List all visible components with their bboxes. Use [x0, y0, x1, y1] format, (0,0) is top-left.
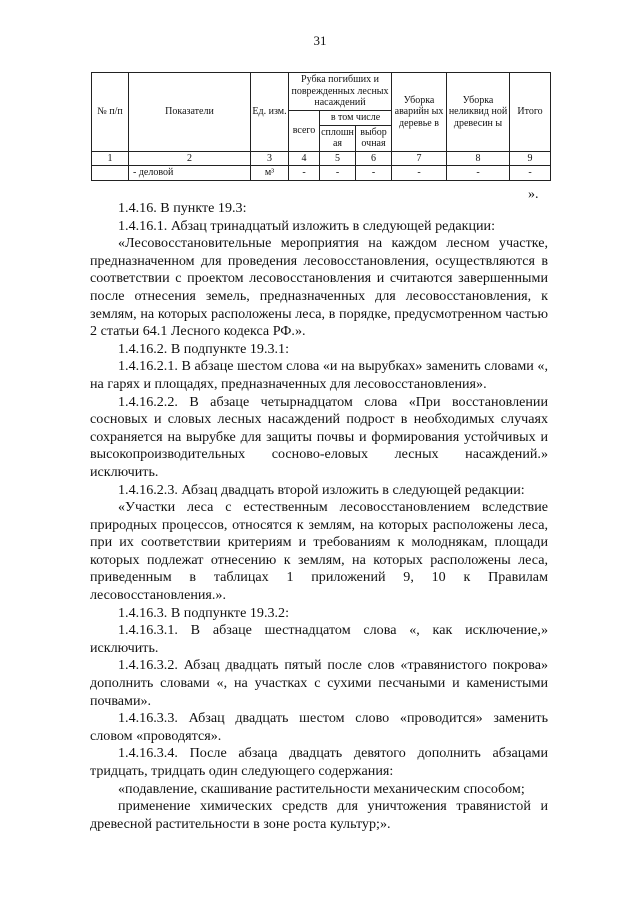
paragraph: 1.4.16.2. В подпункте 19.3.1:: [118, 340, 290, 357]
col-number: 9: [510, 151, 551, 166]
table-cell: м³: [251, 166, 289, 181]
table-cell: -: [392, 166, 447, 181]
header-total: Итого: [510, 73, 551, 152]
document-body: [90, 200, 548, 833]
paragraph: 1.4.16.3.2. Абзац двадцать пятый после слов «травянистого покрова» дополнить словами «, на участках с сухими песчаными и каменистыми почвами».: [90, 657, 548, 709]
header-clear-cut: сплошн ая: [321, 126, 354, 149]
paragraph: 1.4.16. В пункте 19.3:: [118, 200, 247, 216]
quote-closing-mark: ».: [528, 187, 539, 202]
col-number: 6: [356, 151, 392, 166]
table-cell: -: [289, 166, 320, 181]
table-row: [92, 166, 551, 181]
indicators-table: [91, 72, 551, 181]
col-number: 5: [320, 151, 356, 166]
paragraph: 1.4.16.3.1. В абзаце шестнадцатом слова «, как исключение,» исключить.: [90, 622, 548, 656]
paragraph: 1.4.16.2.2. В абзаце четырнадцатом слова «При восстановлении сосновых и словых лесных насаждений подрост в необходимых случаях сохраняется на вырубке для защиты почвы и формирования устойчивых и высокопроизводительных сосново-еловых лесных насаждений.» исключить.: [90, 393, 548, 480]
col-number: 3: [251, 151, 289, 166]
table-cell: -: [510, 166, 551, 181]
page-number: 31: [313, 33, 327, 48]
header-illiquid: Уборка неликвид ной древесин ы: [447, 73, 510, 152]
table-cell: - деловой: [129, 166, 251, 181]
paragraph: 1.4.16.3.4. После абзаца двадцать девятого дополнить абзацами тридцать, тридцать один следующего содержания:: [90, 745, 548, 779]
paragraph: «Участки леса с естественным лесовосстановлением вследствие природных процессов, относятся к землям, на которых расположены леса, при их соответствии критериям и требованиям к молоднякам, площади которых подлежат отнесению к землям, на которых расположены леса, приведенным в таблицах 1 приложений 9, 10 к Правилам лесовосстановления.».: [90, 499, 548, 604]
paragraph: «подавление, скашивание растительности механическим способом;: [118, 780, 525, 797]
numbering-row: [92, 151, 551, 166]
paragraph: «Лесовосстановительные мероприятия на каждом лесном участке, предназначенном для проведения лесовосстановления, осуществляются в соответствии с проектом лесовосстановления и считаются завершенными после отнесения земель, предназначенных для лесовосстановления, к землям, на которых расположены леса, в порядке, предусмотренном частью 2 статьи 64.1 Лесного кодекса РФ.».: [90, 235, 548, 340]
table-cell: -: [356, 166, 392, 181]
header-indicator: Показатели: [129, 73, 251, 152]
header-selective: выбор очная: [356, 125, 392, 151]
col-number: 8: [447, 151, 510, 166]
header-all: всего: [289, 111, 320, 152]
paragraph: 1.4.16.3. В подпункте 19.3.2:: [118, 604, 290, 621]
paragraph: 1.4.16.2.3. Абзац двадцать второй изложить в следующей редакции:: [118, 481, 525, 498]
header-including: в том числе: [320, 111, 392, 126]
header-num: № п/п: [92, 73, 129, 152]
header-windfall: Уборка аварийн ых деревье в: [392, 73, 447, 152]
col-number: 1: [92, 151, 129, 166]
paragraph: 1.4.16.1. Абзац тринадцатый изложить в следующей редакции:: [118, 217, 496, 234]
paragraph: 1.4.16.3.3. Абзац двадцать шестом слово «проводится» заменить словом «проводятся».: [90, 710, 548, 744]
header-logging-group: Рубка погибших и поврежденных лесных насаждений: [289, 73, 392, 111]
col-number: 4: [289, 151, 320, 166]
paragraph: 1.4.16.2.1. В абзаце шестом слова «и на вырубках» заменить словами «, на гарях и площадях, предназначенных для лесовосстановления».: [90, 358, 548, 392]
paragraph: применение химических средств для уничтожения травянистой и древесной растительности в зоне роста культур;».: [90, 798, 548, 832]
table-cell: [92, 166, 129, 181]
table-cell: -: [447, 166, 510, 181]
col-number: 7: [392, 151, 447, 166]
col-number: 2: [129, 151, 251, 166]
header-unit: Ед. изм.: [251, 73, 289, 152]
table-cell: -: [320, 166, 356, 181]
